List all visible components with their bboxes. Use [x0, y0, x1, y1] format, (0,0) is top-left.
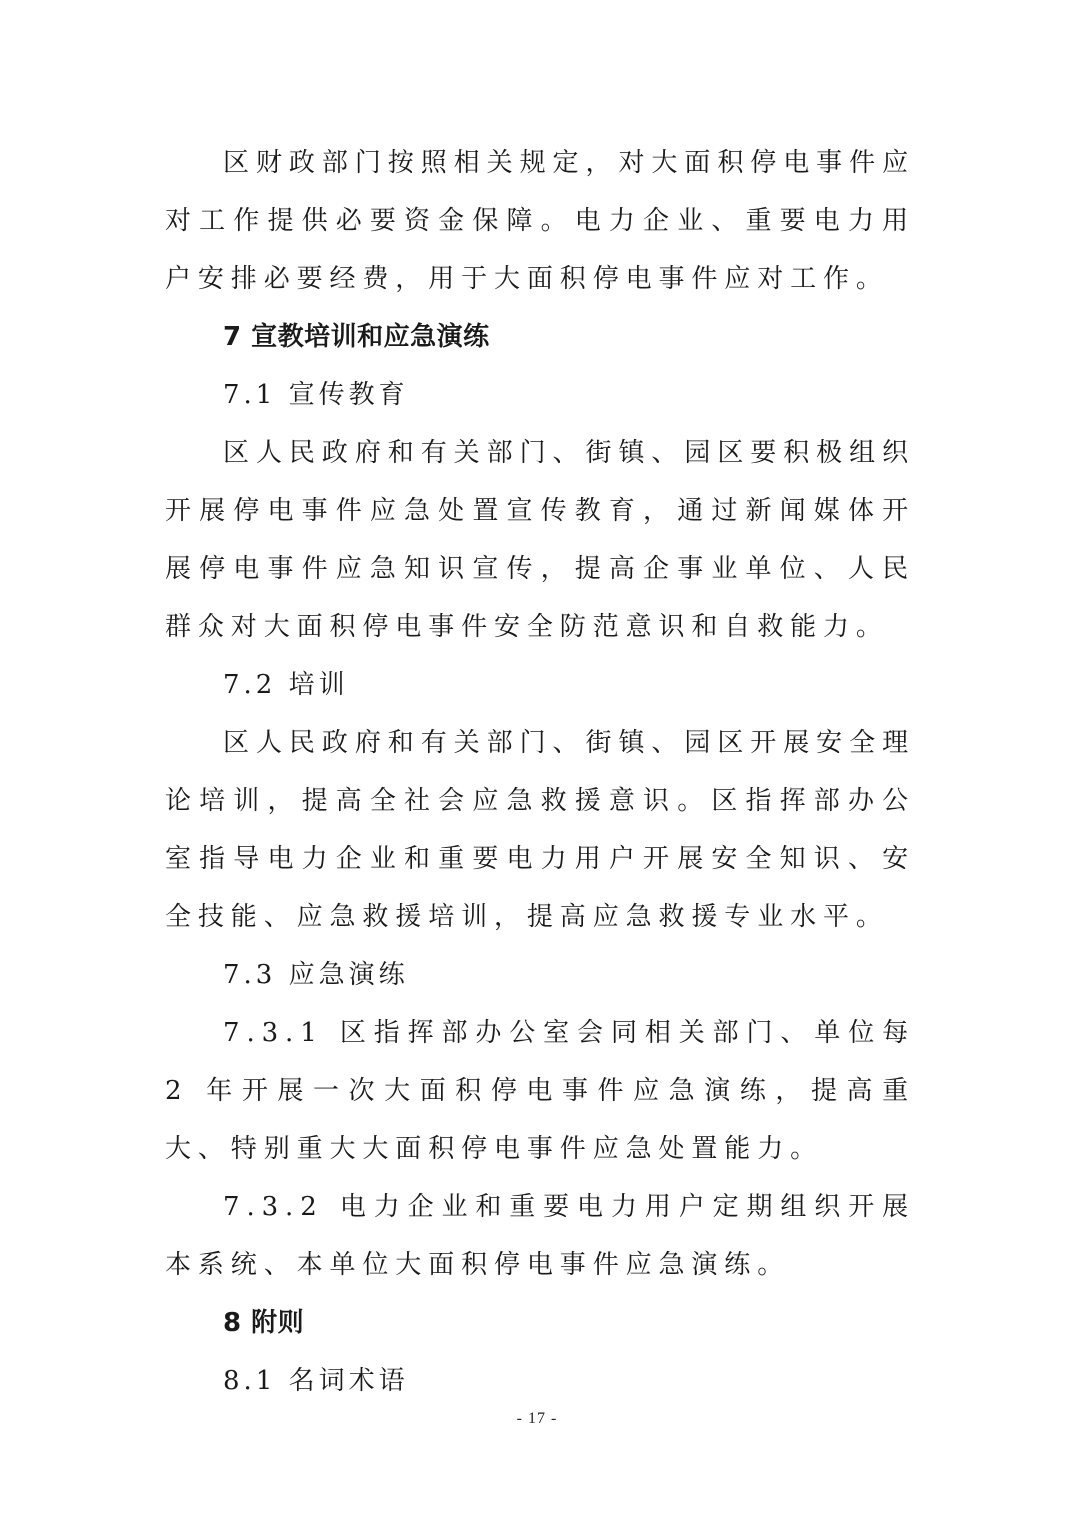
paragraph-7-2: 区人民政府和有关部门、街镇、园区开展安全理论培训，提高全社会应急救援意识。区指挥部办公室指导电力企业和重要电力用户开展安全知识、安全技能、应急救援培训，提高应急救援专业水平。 [165, 728, 915, 932]
document-body [165, 134, 915, 1410]
paragraph-7-3-1: 7.3.1 区指挥部办公室会同相关部门、单位每 2 年开展一次大面积停电事件应急演练，提高重大、特别重大大面积停电事件应急处置能力。 [165, 1018, 915, 1164]
subsection-heading-7-2: 7.2 培训 [223, 670, 349, 700]
subsection-heading-7-1: 7.1 宣传教育 [223, 380, 409, 410]
subsection-heading-8-1: 8.1 名词术语 [223, 1366, 409, 1396]
page-number: - 17 - [516, 1410, 558, 1427]
section-heading-8: 8 附则 [223, 1308, 305, 1338]
subsection-heading-7-3: 7.3 应急演练 [223, 960, 409, 990]
paragraph-7-1: 区人民政府和有关部门、街镇、园区要积极组织开展停电事件应急处置宣传教育，通过新闻媒体开展停电事件应急知识宣传，提高企事业单位、人民群众对大面积停电事件安全防范意识和自救能力。 [165, 438, 915, 642]
paragraph-7-3-2: 7.3.2 电力企业和重要电力用户定期组织开展本系统、本单位大面积停电事件应急演练。 [165, 1192, 915, 1280]
paragraph-funding: 区财政部门按照相关规定，对大面积停电事件应对工作提供必要资金保障。电力企业、重要电力用户安排必要经费，用于大面积停电事件应对工作。 [165, 148, 915, 294]
section-heading-7: 7 宣教培训和应急演练 [223, 322, 490, 352]
